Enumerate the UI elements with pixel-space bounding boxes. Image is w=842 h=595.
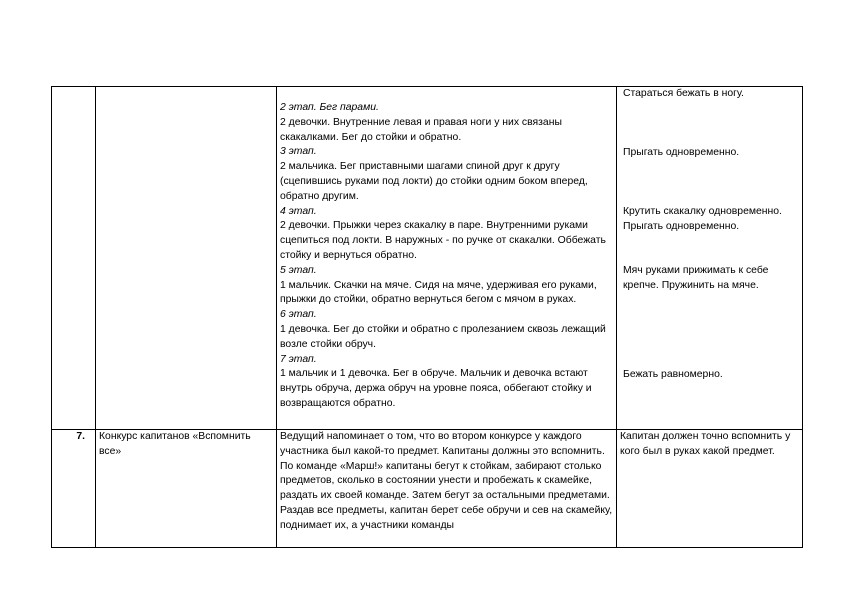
stage-7 <box>280 353 613 412</box>
stage-text: 2 девочки. Внутренние левая и правая ноги у них связаны скакалками. Бег до стойки и обратно. <box>280 116 562 143</box>
activity-description: Ведущий напоминает о том, что во втором конкурсе у каждого участника был какой-то предмет. Капитаны должны это вспомнить. По команде «Марш!» капитаны бегут к стойкам, забирают столько предметов, сколько в состоянии унести и пробежать к скамейке, раздать их своей команде. Затем бегут за остальными предметами. Раздав все предметы, капитан берет себе обручи и сев на скамейку, поднимает их, а участники команды <box>280 431 613 531</box>
stage-title: 5 этап. <box>280 264 317 276</box>
table-row <box>52 430 803 548</box>
note: Прыгать одновременно. <box>623 147 740 158</box>
note: Крутить скакалку одновременно. Прыгать одновременно. <box>623 206 782 232</box>
methodical-notes-cell <box>617 87 803 430</box>
stage-4 <box>280 205 613 264</box>
stage-title: 2 этап. Бег парами. <box>280 102 379 113</box>
row-number-cell: 7. <box>52 430 96 548</box>
activity-content-cell <box>277 430 617 548</box>
stage-title: 4 этап. <box>280 205 317 217</box>
stage-text: 2 мальчика. Бег приставными шагами спиной друг к другу (сцепившись руками под локти) до стойки одним боком вперед, обратно другим. <box>280 161 588 202</box>
row-number-cell <box>52 87 96 430</box>
stage-title: 6 этап. <box>280 309 317 321</box>
methodical-notes-cell <box>617 430 803 548</box>
activity-name: Конкурс капитанов «Вспомнить все» <box>99 431 251 457</box>
stage-text: 1 девочка. Бег до стойки и обратно с пролезанием сквозь лежащий возле стойки обруч. <box>280 323 606 350</box>
stage-5 <box>280 264 613 308</box>
note: Капитан должен точно вспомнить у кого был в руках какой предмет. <box>620 431 791 457</box>
stage-3 <box>280 145 613 204</box>
note: Стараться бежать в ногу. <box>623 88 744 99</box>
stage-text: 2 девочки. Прыжки через скакалку в паре. Внутренними руками сцепиться под локти. В наружных - по ручке от скакалки. Оббежать стойку и вернуться обратно. <box>280 220 606 261</box>
stage-title: 7 этап. <box>280 353 317 365</box>
lesson-plan-table <box>51 86 803 548</box>
table-row <box>52 87 803 430</box>
note: Бежать равномерно. <box>623 369 723 380</box>
activity-name-cell <box>96 430 277 548</box>
activity-name-cell <box>96 87 277 430</box>
stage-6 <box>280 308 613 352</box>
stage-2 <box>280 101 613 145</box>
stage-text: 1 мальчик и 1 девочка. Бег в обруче. Мальчик и девочка встают внутрь обруча, держа обруч на уровне пояса, оббегают стойку и возвращаются обратно. <box>280 368 592 409</box>
stage-title: 3 этап. <box>280 146 317 158</box>
stage-text: 1 мальчик. Скачки на мяче. Сидя на мяче, удерживая его руками, прыжки до стойки, обратно вернуться бегом с мячом в руках. <box>280 279 597 306</box>
activity-content-cell <box>277 87 617 430</box>
note: Мяч руками прижимать к себе крепче. Пружинить на мяче. <box>623 265 769 291</box>
